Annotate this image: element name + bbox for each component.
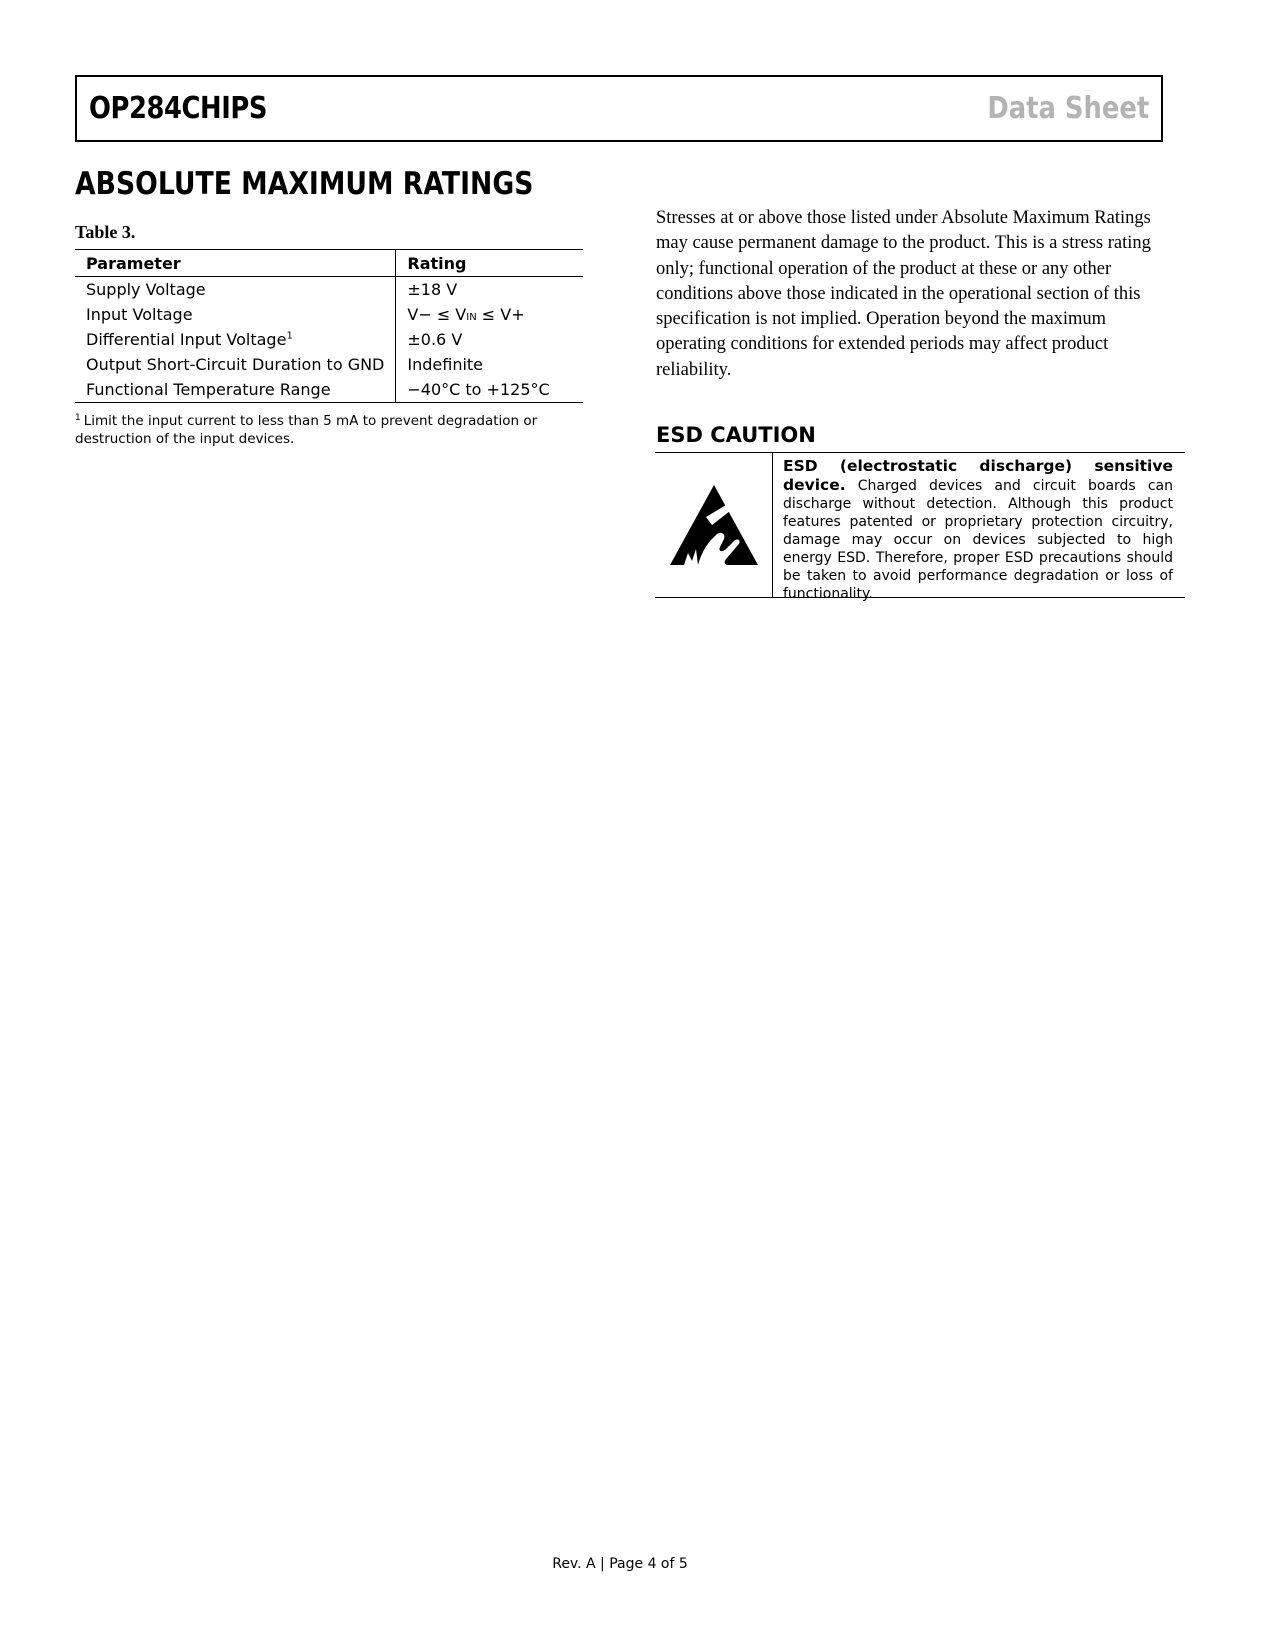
esd-lead-text: ESD (electrostatic discharge) sensitive device. <box>783 457 1173 494</box>
parameter-cell: Supply Voltage <box>75 277 396 303</box>
footnote-mark: 1 <box>75 412 81 423</box>
table-row <box>75 302 583 327</box>
esd-icon-cell <box>655 453 773 597</box>
esd-caution-title: ESD CAUTION <box>656 423 816 447</box>
rating-cell: Indefinite <box>407 355 484 374</box>
table-caption: Table 3. <box>75 222 136 242</box>
rating-cell <box>396 302 583 327</box>
rating-cell: −40°C to +125°C <box>396 377 583 403</box>
page-header <box>75 75 1163 142</box>
table-row <box>75 327 583 352</box>
table-header-row <box>75 250 583 277</box>
esd-caution-text <box>783 457 1173 603</box>
esd-warning-icon <box>668 481 760 571</box>
rating-suffix: ≤ V+ <box>476 305 525 324</box>
rating-subscript: IN <box>466 312 477 323</box>
table-row <box>75 377 583 403</box>
footnote-text: Limit the input current to less than 5 mA to prevent degradation or destruction of the input devices. <box>75 413 538 447</box>
table-footnote <box>75 412 575 448</box>
parameter-cell <box>75 327 396 352</box>
rating-cell: ±18 V <box>407 280 458 299</box>
table-row <box>75 277 583 303</box>
parameter-cell: Output Short-Circuit Duration to GND <box>75 352 396 377</box>
part-number: OP284CHIPS <box>89 91 268 126</box>
table-row <box>75 352 583 377</box>
column-header-rating: Rating <box>396 250 583 277</box>
section-title: ABSOLUTE MAXIMUM RATINGS <box>75 166 534 202</box>
footnote-reference: 1 <box>286 330 293 342</box>
doc-type-label: Data Sheet <box>987 91 1149 126</box>
esd-caution-box <box>655 452 1185 602</box>
page-footer: Rev. A | Page 4 of 5 <box>552 1556 688 1572</box>
parameter-cell: Functional Temperature Range <box>75 377 396 403</box>
column-header-parameter: Parameter <box>75 250 396 277</box>
parameter-text: Differential Input Voltage <box>86 330 287 349</box>
ratings-table <box>75 249 583 403</box>
ratings-disclaimer: Stresses at or above those listed under Absolute Maximum Ratings may cause permanent damage to the product. This is a stress rating only; functional operation of the product at these or any other conditions above those indicated in the operational section of this specification is not implied. Operation beyond the maximum operating conditions for extended periods may affect product reliability. <box>656 208 1151 380</box>
parameter-cell: Input Voltage <box>75 302 396 327</box>
rating-prefix: V− ≤ V <box>407 305 467 324</box>
esd-body-text: Charged devices and circuit boards can discharge without detection. Although this product features patented or proprietary protection circuitry, damage may occur on devices subjected to high energy ESD. Therefore, proper ESD precautions should be taken to avoid performance degradation or loss of functionality. <box>783 478 1173 602</box>
rating-cell: ±0.6 V <box>407 330 463 349</box>
